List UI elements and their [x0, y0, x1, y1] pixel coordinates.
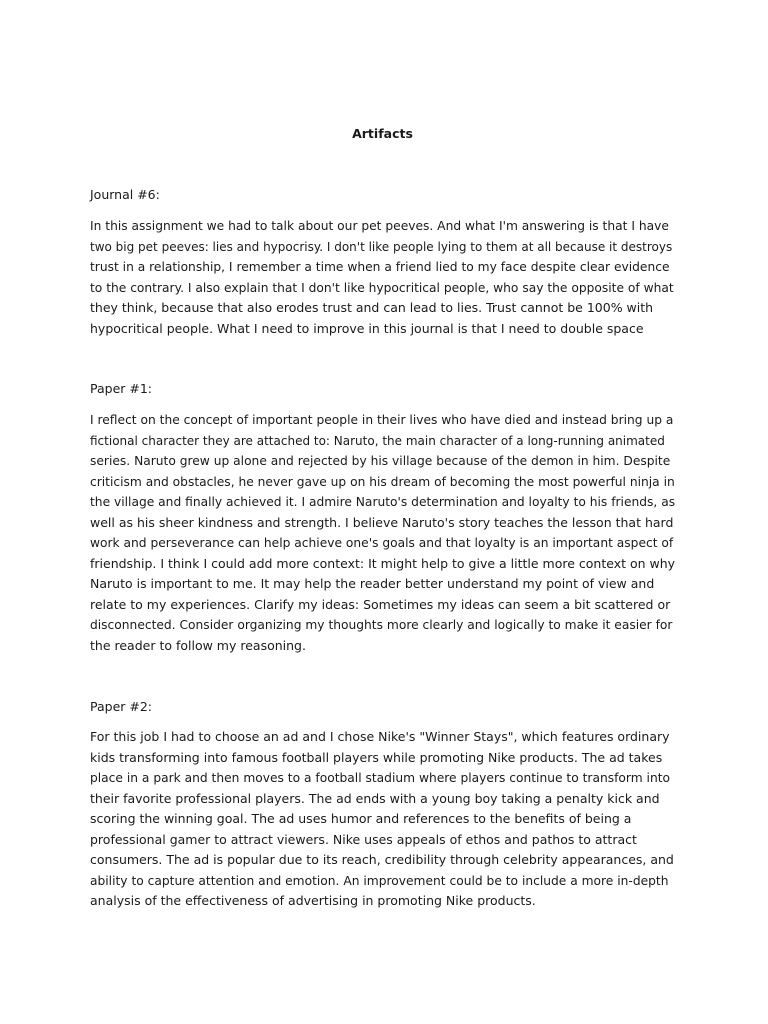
- section-body-journal-6: [90, 216, 675, 339]
- text-line: well as his sheer kindness and strength. I believe Naruto's story teaches the lesson that hard: [90, 514, 674, 530]
- section-heading-journal-6: Journal #6:: [90, 187, 160, 202]
- text-line: their favorite professional players. The ad ends with a young boy taking a penalty kick and: [90, 790, 660, 806]
- text-line: scoring the winning goal. The ad uses humor and references to the benefits of being a: [90, 811, 632, 826]
- text-line: consumers. The ad is popular due to its reach, credibility through celebrity appearances, and: [90, 852, 674, 867]
- text-line: analysis of the effectiveness of advertising in promoting Nike products.: [90, 893, 536, 908]
- text-line: the village and finally achieved it. I admire Naruto's determination and loyalty to his friends, as: [90, 495, 676, 509]
- text-line: work and perseverance can help achieve one's goals and that loyalty is an important aspect of: [90, 536, 674, 550]
- text-line: they think, because that also erodes trust and can lead to lies. Trust cannot be 100% with: [90, 300, 654, 315]
- text-line: series. Naruto grew up alone and rejected by his village because of the demon in him. Despite: [90, 454, 671, 468]
- text-line: trust in a relationship, I remember a time when a friend lied to my face despite clear evidence: [90, 260, 670, 274]
- text-line: relate to my experiences. Clarify my ideas: Sometimes my ideas can seem a bit scattered or: [90, 596, 671, 612]
- text-line: For this job I had to choose an ad and I chose Nike's "Winner Stays", which features ordinary: [90, 729, 670, 744]
- text-line: two big pet peeves: lies and hypocrisy. I don't like people lying to them at all because it destroys: [90, 239, 673, 254]
- text-line: to the contrary. I also explain that I don't like hypocritical people, who say the opposite of what: [90, 280, 674, 295]
- text-line: hypocritical people. What I need to improve in this journal is that I need to double space: [90, 320, 644, 336]
- text-line: I reflect on the concept of important people in their lives who have died and instead bring up a: [90, 413, 674, 427]
- section-heading-paper-1: Paper #1:: [90, 381, 153, 396]
- text-line: fictional character they are attached to: Naruto, the main character of a long-running animated: [90, 433, 665, 448]
- text-line: ability to capture attention and emotion. An improvement could be to include a more in-depth: [90, 873, 669, 888]
- text-line: friendship. I think I could add more context: It might help to give a little more context on why: [90, 555, 676, 571]
- section-body-paper-1: [90, 410, 675, 656]
- text-line: the reader to follow my reasoning.: [90, 637, 306, 653]
- text-line: place in a park and then moves to a football stadium where players continue to transform into: [90, 771, 671, 785]
- section-body-paper-2: [90, 727, 675, 912]
- text-line: Naruto is important to me. It may help the reader better understand my point of view and: [90, 576, 655, 591]
- text-line: disconnected. Consider organizing my thoughts more clearly and logically to make it easier for: [90, 618, 673, 632]
- page-title: Artifacts: [352, 126, 413, 141]
- text-line: criticism and obstacles, he never gave up on his dream of becoming the most powerful ninja in: [90, 474, 675, 489]
- text-line: In this assignment we had to talk about our pet peeves. And what I'm answering is that I have: [90, 219, 669, 233]
- section-heading-paper-2: Paper #2:: [90, 699, 153, 714]
- text-line: professional gamer to attract viewers. Nike uses appeals of ethos and pathos to attract: [90, 831, 637, 847]
- text-line: kids transforming into famous football players while promoting Nike products. The ad takes: [90, 749, 663, 765]
